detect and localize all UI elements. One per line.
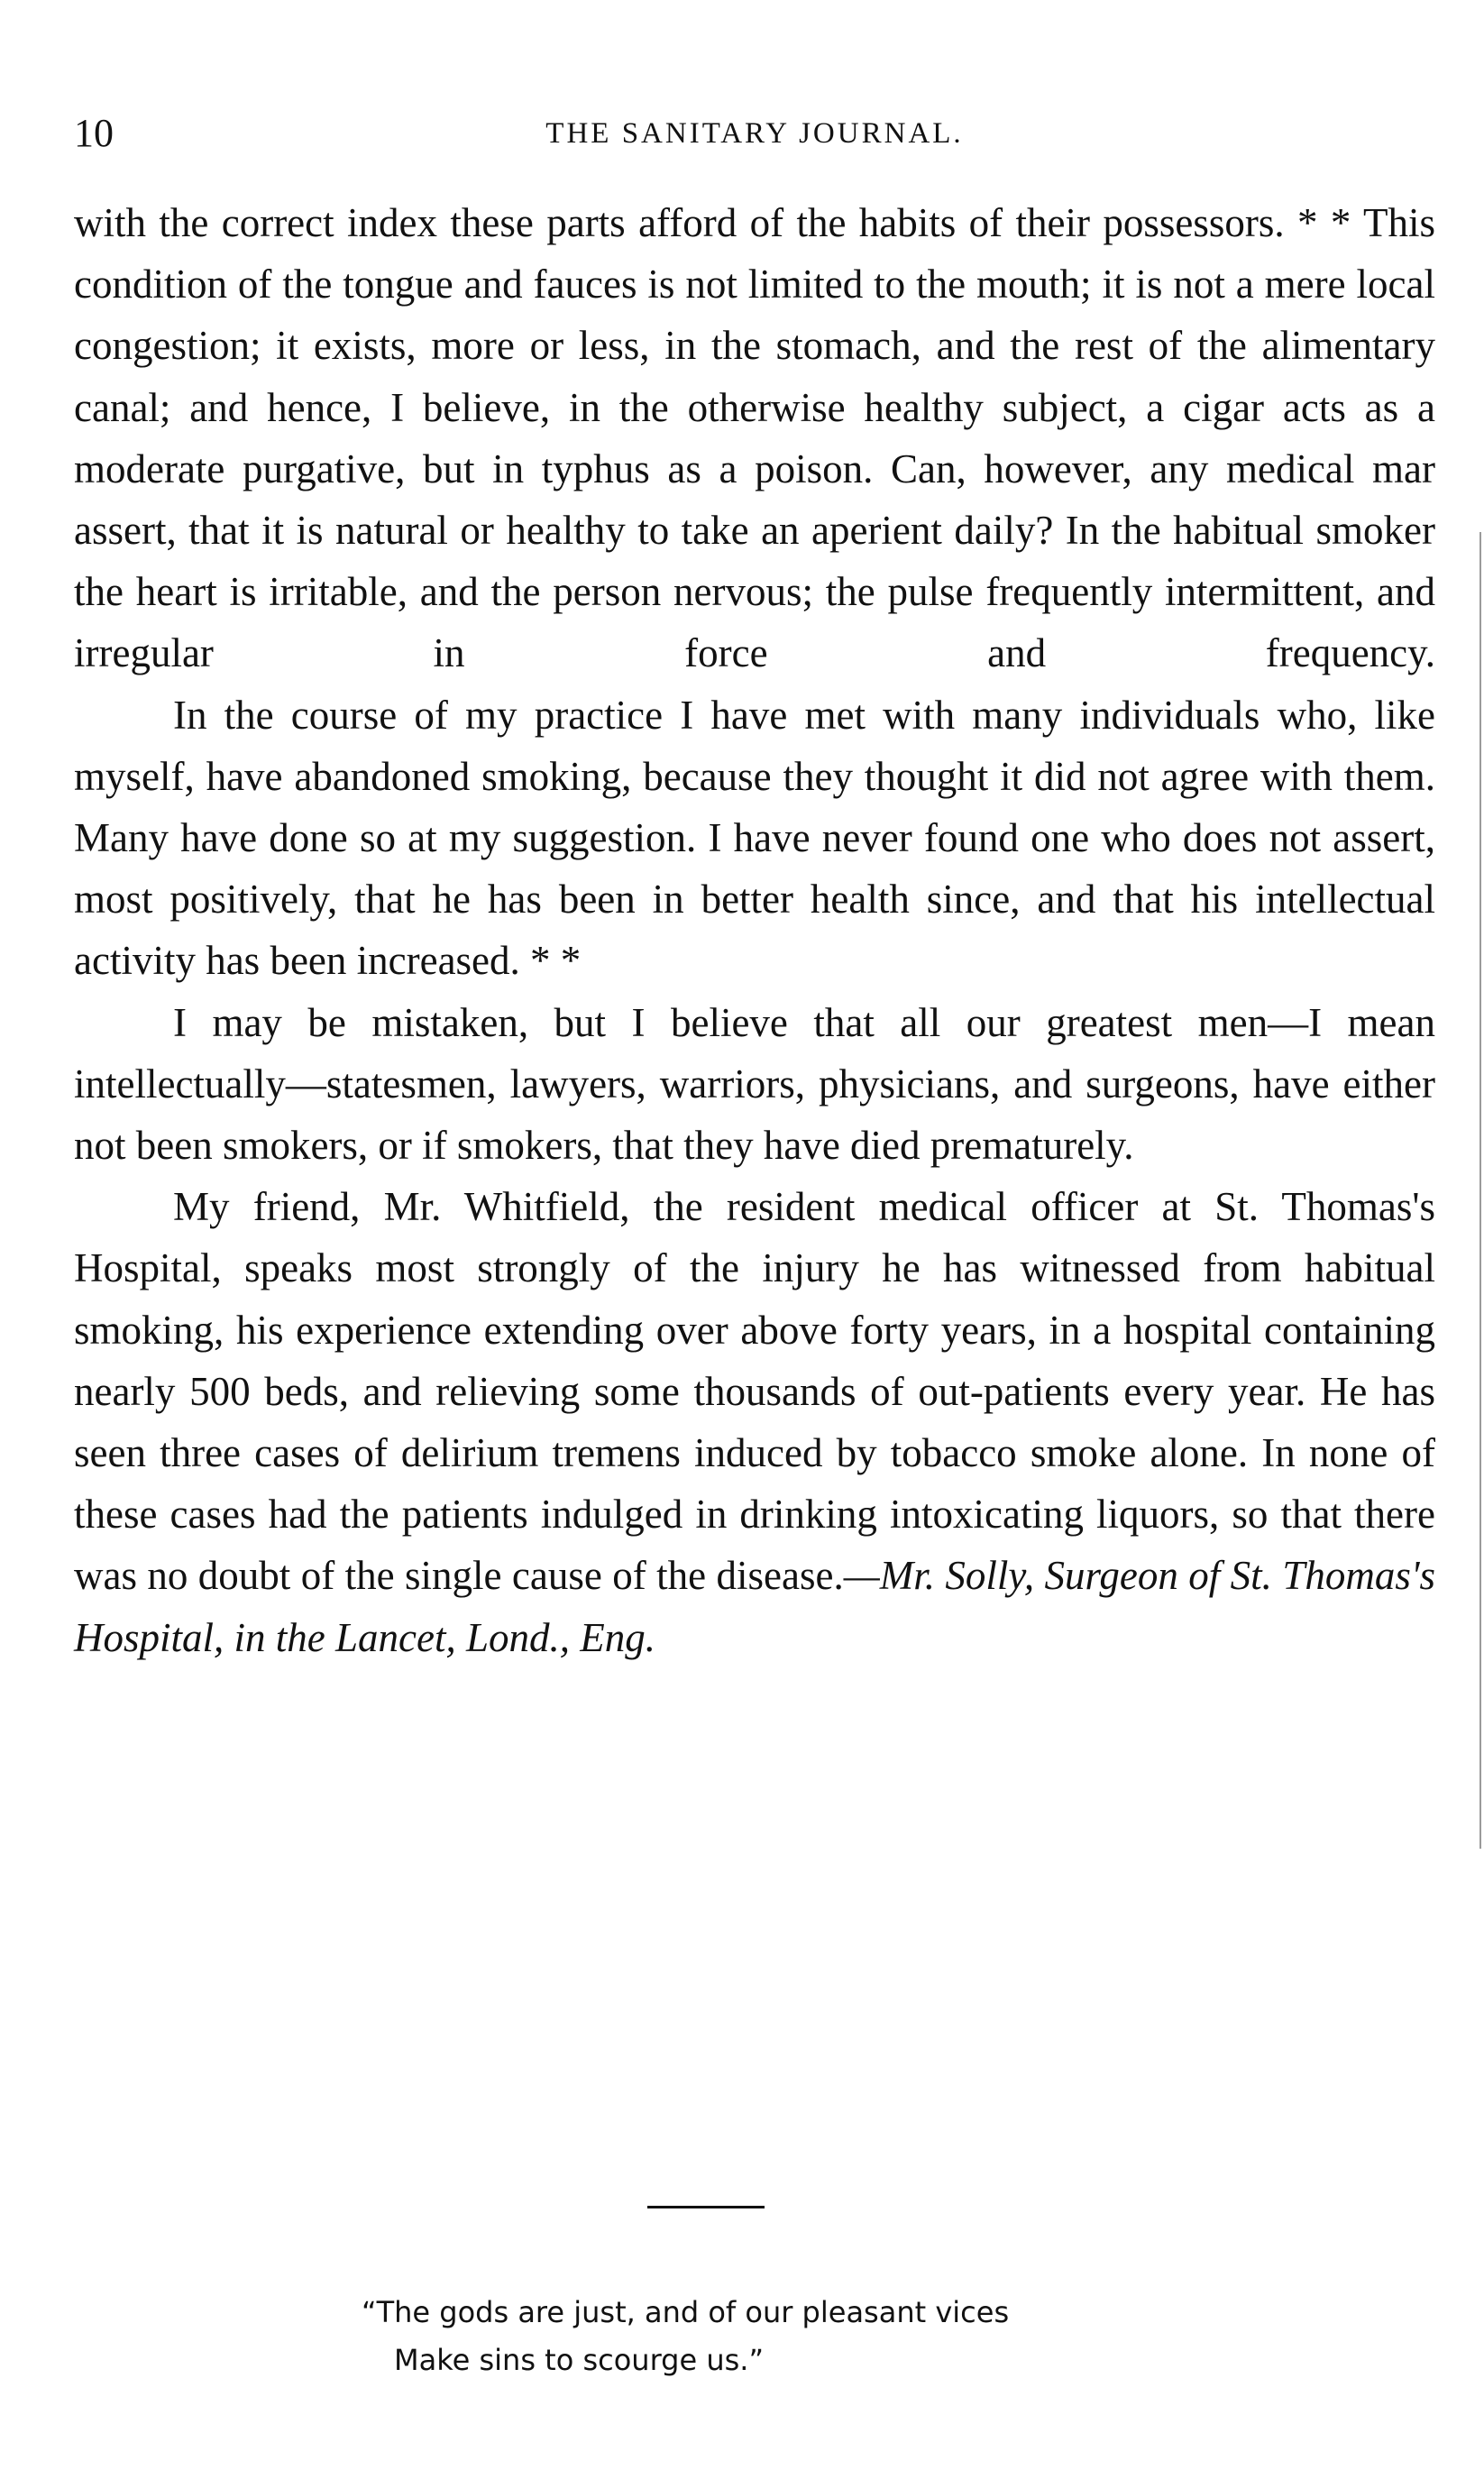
epigraph-line-2: Make sins to scourge us.” (394, 2343, 765, 2377)
article-body (74, 192, 1435, 1668)
section-divider (647, 2206, 765, 2208)
whitfield-text: My friend, Mr. Whitfield, the resident medical officer at St. Thomas's Hospital, speaks most strongly of the injury he has witnessed from habitual smoking, his experience extending over above forty years, in a hospital containing nearly 500 beds, and relieving some thousands of out-patients every year. He has seen three cases of delirium tremens induced by tobacco smoke alone. In none of these cases had the patients indulged in drinking intoxicating liquors, so that there was no doubt of the single cause of the disease. (74, 1184, 1435, 1599)
page-number: 10 (74, 111, 114, 155)
page-header (74, 106, 1435, 161)
page-edge-line (1479, 532, 1481, 1849)
attribution: —Mr. Solly, Surgeon of St. Thomas's Hospital, in the Lancet, Lond., Eng. (74, 1553, 1436, 1660)
paragraph-tongue-and-fauces: with the correct index these parts afford of the habits of their possessors. * * This condition of the tongue and fauces is not limited to the mouth; it is not a mere local congestion; it exists, more or less, in the stomach, and the rest of the alimentary canal; and hence, I believe, in the otherwise healthy subject, a cigar acts as a moderate purgative, but in typhus as a poison. Can, however, any medical mar assert, that it is natural or healthy to take an aperient daily? In the habitual smoker the heart is irritable, and the person nervous; the pulse frequently intermittent, and irregular in force and frequency. (74, 200, 1435, 676)
running-title: THE SANITARY JOURNAL. (545, 117, 964, 150)
epigraph-quote (362, 2289, 1173, 2384)
epigraph-line-1: “The gods are just, and of our pleasant vices (362, 2295, 1010, 2329)
paragraph-whitfield (74, 1176, 1435, 1668)
paragraph-greatest-men: I may be mistaken, but I believe that all our greatest men—I mean intellectually—statesmen, lawyers, warriors, physicians, and surgeons, have either not been smokers, or if smokers, that they have died prematurely. (74, 999, 1435, 1169)
paragraph-abandoned-smoking: In the course of my practice I have met with many individuals who, like myself, have abandoned smoking, because they thought it did not agree with them. Many have done so at my suggestion. I have never found one who does not assert, most positively, that he has been in better health since, and that his intellectual activity has been increased. * * (74, 692, 1435, 984)
